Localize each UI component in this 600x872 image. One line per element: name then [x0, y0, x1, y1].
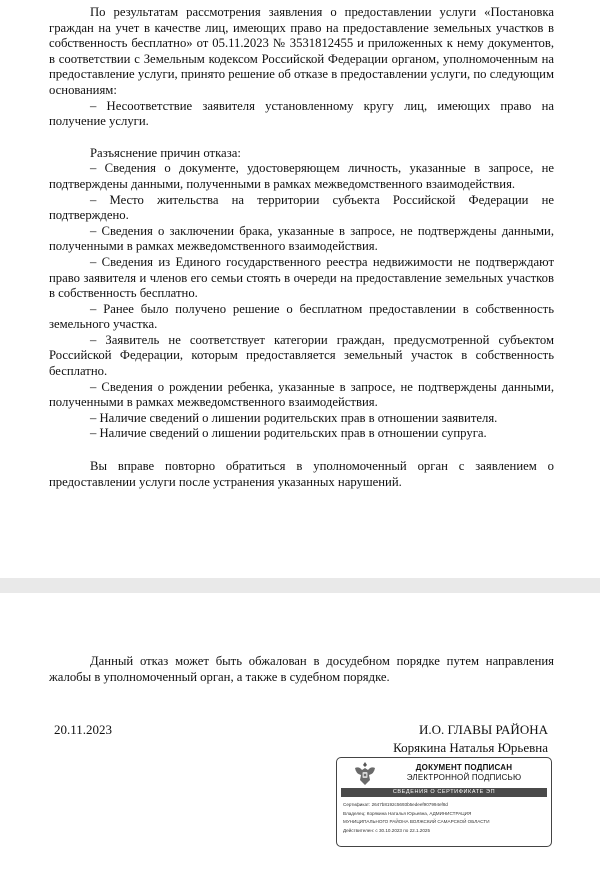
stamp-title: ДОКУМЕНТ ПОДПИСАН — [415, 763, 513, 772]
certificate-info-bar: СВЕДЕНИЯ О СЕРТИФИКАТЕ ЭП — [341, 788, 547, 797]
intro-paragraph: По результатам рассмотрения заявления о предоставлении услуги «Постановка граждан на учет в качестве лиц, имеющих право на предоставление земельных участков в собственность бесплатно» от 05.11.2023 № 3531812455 и приложенных к нему документов, в соответствии с Земельным кодексом Российской Федерации органом, уполномоченным на предоставление услуги, принято решение об отказе в предоставлении услуги, по следующим основаниям: — [49, 5, 554, 97]
reason-item: – Наличие сведений о лишении родительских прав в отношении заявителя. — [90, 410, 498, 425]
reapply-paragraph: Вы вправе повторно обратиться в уполномоченный орган с заявлением о предоставлении услуги после устранения указанных нарушений. — [49, 459, 554, 489]
refusal-ground: – Несоответствие заявителя установленному кругу лиц, имеющих право на получение услуги. — [49, 98, 554, 129]
signature-date: 20.11.2023 — [54, 722, 113, 737]
reason-item: – Заявитель не соответствует категории граждан, предусмотренной субъектом Российской Федерации, которым предоставляется земельный участок в собственность бесплатно. — [49, 332, 554, 379]
stamp-subtitle: ЭЛЕКТРОННОЙ ПОДПИСЬЮ — [406, 773, 522, 782]
reasons-header: Разъяснение причин отказа: — [90, 145, 241, 160]
signer-name: Корякина Наталья Юрьевна — [393, 740, 548, 755]
reason-item: – Сведения о рождении ребенка, указанные в запросе, не подтверждены данными, полученными в рамках межведомственного взаимодействия. — [49, 379, 554, 410]
certificate-owner: Владелец: Корякина Наталья Юрьевна, АДМИНИСТРАЦИЯ — [343, 811, 472, 816]
coat-of-arms-icon — [353, 761, 377, 787]
appeal-paragraph: Данный отказ может быть обжалован в досудебном порядке путем направления жалобы в уполномоченный орган, а также в судебном порядке. — [49, 654, 554, 684]
appeal-block — [49, 654, 554, 685]
certificate-validity: Действителен: с 30.10.2023 по 22.1.2025 — [343, 828, 431, 833]
reason-item: – Сведения из Единого государственного реестра недвижимости не подтверждают право заявителя и членов его семьи стоять в очереди на предоставление земельных участков в собственность бесплатно. — [49, 254, 554, 301]
reason-item: – Сведения о документе, удостоверяющем личность, указанные в запросе, не подтверждены данными, полученными в рамках межведомственного взаимодействия. — [49, 161, 554, 191]
signer-position: И.О. ГЛАВЫ РАЙОНА — [418, 722, 548, 737]
certificate-number: Сертификат: 2647b8192c5693b5edeef907994ef8d — [343, 802, 448, 807]
page-1-body — [49, 5, 554, 490]
reason-item: – Ранее было получено решение о бесплатном предоставлении в собственность земельного участка. — [49, 301, 554, 332]
electronic-signature-stamp — [336, 757, 552, 847]
certificate-owner-org: МУНИЦИПАЛЬНОГО РАЙОНА ВОЛЖСКИЙ САМАРСКОЙ ОБЛАСТИ — [343, 819, 490, 824]
spacer — [49, 442, 554, 459]
reason-item: – Сведения о заключении брака, указанные в запросе, не подтверждены данными, полученными в рамках межведомственного взаимодействия. — [49, 223, 554, 254]
reason-item: – Место жительства на территории субъекта Российской Федерации не подтверждено. — [49, 192, 554, 223]
reason-item: – Наличие сведений о лишении родительских прав в отношении супруга. — [90, 426, 487, 441]
spacer — [49, 130, 554, 146]
